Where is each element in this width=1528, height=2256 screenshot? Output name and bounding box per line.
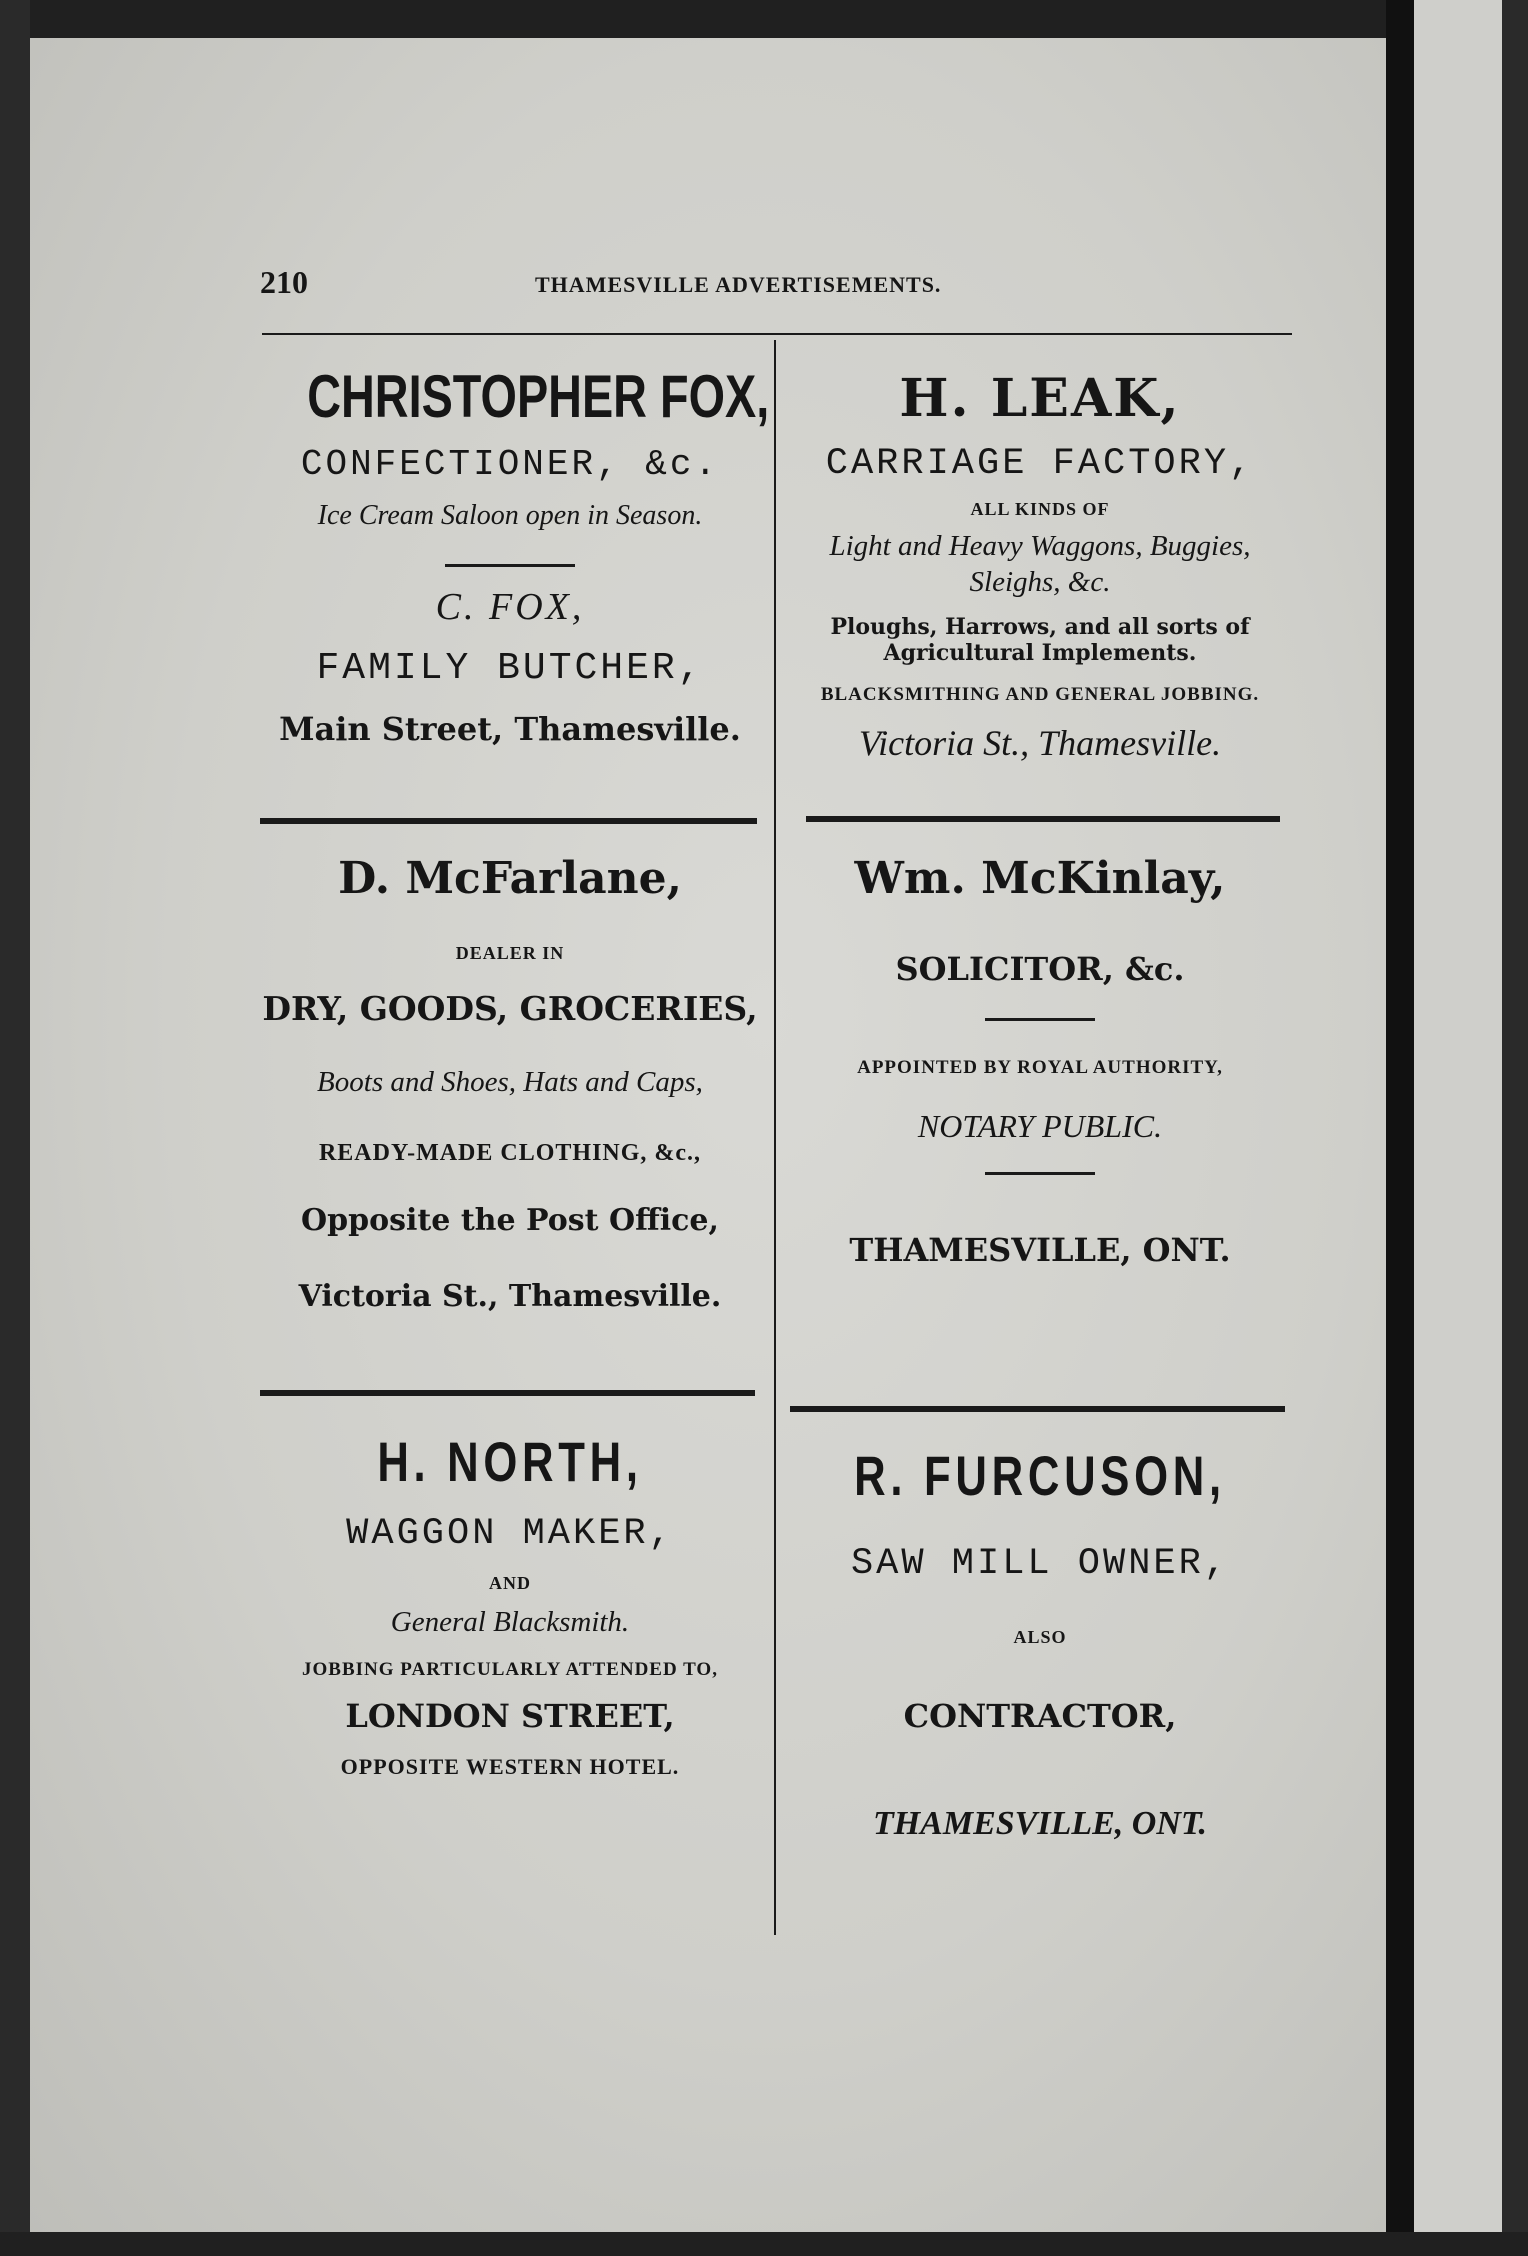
detail-line: AND [489, 1573, 531, 1593]
detail-line: ALSO [1013, 1627, 1067, 1647]
header-rule [262, 333, 1292, 335]
detail-line: DEALER IN [455, 943, 565, 963]
scan-border-right [1502, 0, 1528, 2256]
detail-line: READY-MADE CLOTHING, &c., [318, 1140, 702, 1166]
detail-line: CONTRACTOR, [903, 1697, 1177, 1735]
advertiser-name-2: C. FOX, [435, 586, 585, 628]
advertiser-name: CHRISTOPHER FOX, [307, 363, 770, 430]
ad-separator [260, 1390, 755, 1396]
trade: CONFECTIONER, &c. [300, 444, 720, 485]
address: Victoria St., Thamesville. [298, 1279, 722, 1314]
trade: WAGGON MAKER, [346, 1513, 674, 1555]
detail-line: Agricultural Implements. [883, 640, 1197, 666]
trade-2: FAMILY BUTCHER, [316, 647, 704, 690]
detail-line: DRY, GOODS, GROCERIES, [262, 989, 758, 1028]
advertiser-name: H. LEAK, [899, 368, 1181, 429]
page-gutter [1386, 0, 1414, 2256]
separator [780, 1148, 1300, 1188]
detail-line: General Blacksmith. [390, 1606, 630, 1638]
scan-border-bottom [0, 2232, 1528, 2256]
detail-line: Ploughs, Harrows, and all sorts of [830, 614, 1250, 640]
detail-line: OPPOSITE WESTERN HOTEL. [340, 1754, 680, 1779]
ad-r-furcuson [780, 1444, 1300, 1846]
detail-line: JOBBING PARTICULARLY ATTENDED TO, [302, 1659, 718, 1680]
ad-christopher-fox [250, 362, 770, 752]
detail-line: Opposite the Post Office, [301, 1203, 719, 1238]
tagline: Ice Cream Saloon open in Season. [317, 500, 703, 531]
detail-line: NOTARY PUBLIC. [917, 1108, 1163, 1144]
detail-line: APPOINTED BY ROYAL AUTHORITY, [857, 1057, 1223, 1078]
running-title: THAMESVILLE ADVERTISEMENTS. [535, 272, 942, 297]
ad-h-north [250, 1430, 770, 1782]
scan-border-top [0, 0, 1528, 38]
ad-wm-mckinlay [780, 848, 1300, 1272]
trade: CARRIAGE FACTORY, [825, 443, 1255, 485]
running-header [260, 264, 1290, 308]
detail-line: BLACKSMITHING AND GENERAL JOBBING. [820, 684, 1260, 705]
ad-d-mcfarlane [250, 848, 770, 1318]
separator [250, 536, 770, 572]
ad-separator [260, 818, 757, 824]
detail-line: Sleighs, &c. [969, 566, 1111, 598]
ad-h-leak [780, 368, 1300, 766]
address: Victoria St., Thamesville. [858, 723, 1222, 763]
ad-separator [806, 816, 1280, 822]
address: THAMESVILLE, ONT. [872, 1805, 1208, 1842]
address: THAMESVILLE, ONT. [849, 1231, 1231, 1269]
detail-line: Boots and Shoes, Hats and Caps, [317, 1066, 703, 1098]
advertiser-name: R. FURCUSON, [854, 1444, 1226, 1507]
advertiser-name: Wm. McKinlay, [854, 853, 1226, 904]
trade: SAW MILL OWNER, [850, 1543, 1230, 1585]
detail-line: Light and Heavy Waggons, Buggies, [829, 530, 1251, 562]
ad-separator [790, 1406, 1285, 1412]
address: Main Street, Thamesville. [279, 710, 741, 748]
detail-line: ALL KINDS OF [970, 499, 1110, 519]
separator [780, 992, 1300, 1032]
advertiser-name: H. NORTH, [377, 1430, 643, 1493]
page-number: 210 [260, 264, 308, 300]
trade: SOLICITOR, &c. [895, 950, 1185, 988]
detail-line: LONDON STREET, [345, 1697, 675, 1735]
advertiser-name: D. McFarlane, [338, 853, 682, 904]
scan-border-left [0, 0, 30, 2256]
column-divider [774, 340, 776, 1935]
